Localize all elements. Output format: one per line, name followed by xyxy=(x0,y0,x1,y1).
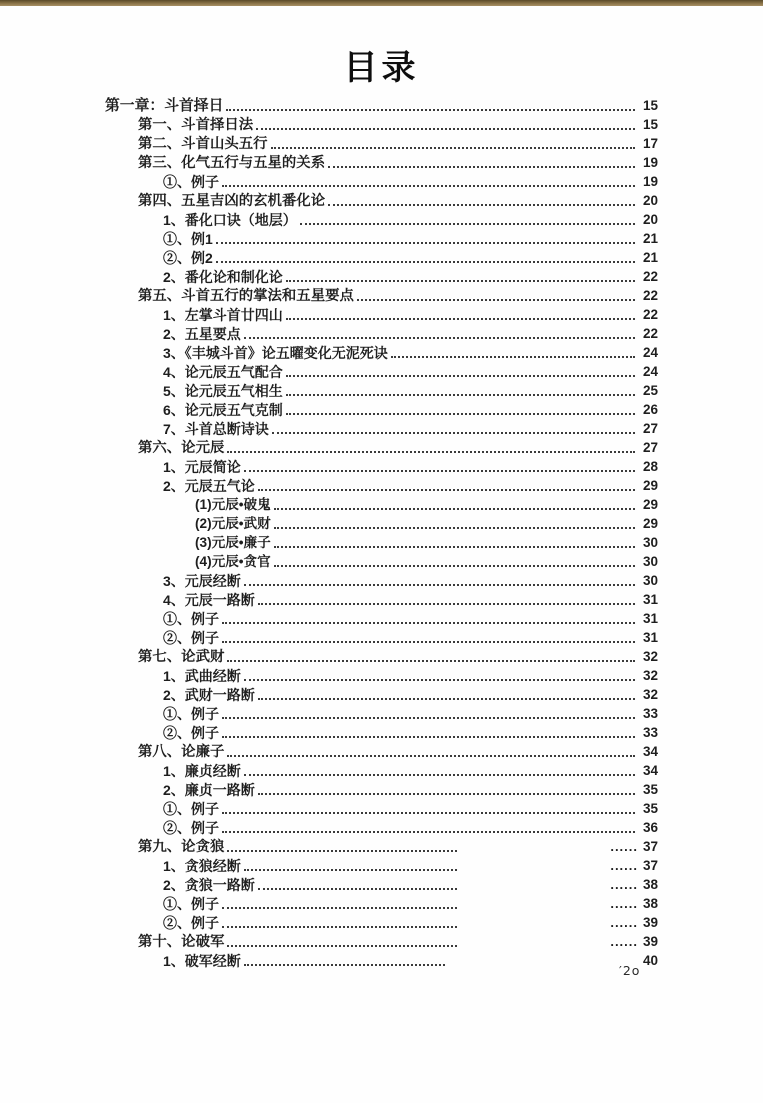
dot-leader xyxy=(227,850,457,852)
toc-entry-page: 34 xyxy=(642,763,658,778)
toc-entry-page: 22 xyxy=(642,269,658,284)
toc-entry-page: 33 xyxy=(642,725,658,740)
toc-entry xyxy=(105,400,658,419)
toc-entry-label: 3、《丰城斗首》论五曜变化无泥死诀 xyxy=(163,345,388,361)
toc-entry-page: 32 xyxy=(642,668,658,683)
dot-leader xyxy=(328,204,635,206)
toc-entry xyxy=(105,495,658,514)
leader-end-dots: ...... xyxy=(610,934,638,949)
toc-entry xyxy=(105,362,658,381)
toc-entry-label: 1、武曲经断 xyxy=(163,668,241,684)
dot-leader xyxy=(227,755,635,757)
dot-leader xyxy=(328,166,635,168)
toc-entry xyxy=(105,438,658,457)
toc-entry-label: 5、论元辰五气相生 xyxy=(163,383,283,399)
toc-entry-label: 1、贪狼经断 xyxy=(163,858,241,874)
dot-leader xyxy=(357,299,635,301)
toc-entry-label: ②、例子 xyxy=(163,630,219,646)
toc-entry-label: 4、论元辰五气配合 xyxy=(163,364,283,380)
dot-leader xyxy=(227,660,635,662)
dot-leader xyxy=(286,394,635,396)
leader-end-dots: ...... xyxy=(610,858,638,873)
toc-entry xyxy=(105,951,658,970)
toc-entry-label: ②、例子 xyxy=(163,915,219,931)
toc-entry-label: 2、元辰五气论 xyxy=(163,478,255,494)
toc-entry-label: 第一章：斗首择日 xyxy=(105,98,224,114)
toc-entry-page: 21 xyxy=(642,250,658,265)
toc-entry-page: 24 xyxy=(642,345,658,360)
dot-leader xyxy=(391,356,635,358)
dot-leader xyxy=(274,508,635,510)
toc-entry-page: 32 xyxy=(642,687,658,702)
toc-entry-label: ①、例子 xyxy=(163,801,219,817)
toc-entry-label: 4、元辰一路断 xyxy=(163,592,255,608)
toc-entry xyxy=(105,609,658,628)
toc-entry-label: 第三、化气五行与五星的关系 xyxy=(138,155,326,171)
toc-entry-page: 24 xyxy=(642,364,658,379)
toc-entry-page: 34 xyxy=(642,744,658,759)
toc-entry-page: 29 xyxy=(642,516,658,531)
toc-entry-label: (2)元辰•武财 xyxy=(195,516,271,531)
scan-artifact: ′2o xyxy=(619,963,641,978)
toc-entry-label: ②、例2 xyxy=(163,250,213,266)
toc-entry xyxy=(105,932,658,951)
toc-entry xyxy=(105,324,658,343)
dot-leader xyxy=(274,565,635,567)
toc-entry-page: 30 xyxy=(642,554,658,569)
toc-entry-label: 第五、斗首五行的掌法和五星要点 xyxy=(138,288,354,304)
dot-leader xyxy=(244,679,635,681)
toc-entry xyxy=(105,571,658,590)
toc-entry xyxy=(105,913,658,932)
toc-entry-label: ②、例子 xyxy=(163,820,219,836)
toc-list xyxy=(105,96,658,970)
toc-entry-label: 第六、论元辰 xyxy=(138,440,225,456)
toc-entry-page: 31 xyxy=(642,592,658,607)
toc-entry xyxy=(105,286,658,305)
dot-leader xyxy=(258,793,635,795)
toc-entry-label: 2、五星要点 xyxy=(163,326,241,342)
toc-entry xyxy=(105,305,658,324)
dot-leader xyxy=(222,717,635,719)
toc-entry-page: 39 xyxy=(642,934,658,949)
dot-leader xyxy=(258,489,635,491)
dot-leader xyxy=(222,185,635,187)
toc-entry-page: 38 xyxy=(642,896,658,911)
toc-entry xyxy=(105,172,658,191)
toc-entry xyxy=(105,666,658,685)
toc-entry xyxy=(105,590,658,609)
toc-entry-page: 19 xyxy=(642,174,658,189)
toc-entry-label: 第一、斗首择日法 xyxy=(138,117,254,133)
toc-entry-label: 第七、论武财 xyxy=(138,649,225,665)
toc-entry xyxy=(105,134,658,153)
toc-entry-label: 第二、斗首山头五行 xyxy=(138,136,268,152)
toc-entry xyxy=(105,210,658,229)
toc-entry xyxy=(105,628,658,647)
toc-entry xyxy=(105,457,658,476)
dot-leader xyxy=(227,945,457,947)
page-title: 目录 xyxy=(343,48,420,88)
toc-entry-page: 28 xyxy=(642,459,658,474)
toc-entry xyxy=(105,343,658,362)
toc-entry xyxy=(105,248,658,267)
toc-entry xyxy=(105,875,658,894)
toc-entry-page: 15 xyxy=(642,98,658,113)
toc-entry-label: ①、例子 xyxy=(163,611,219,627)
toc-entry-label: 第九、论贪狼 xyxy=(138,839,225,855)
toc-entry-label: (4)元辰•贪官 xyxy=(195,554,271,569)
toc-entry-label: ①、例子 xyxy=(163,706,219,722)
toc-entry xyxy=(105,381,658,400)
toc-entry-label: ①、例子 xyxy=(163,896,219,912)
toc-entry xyxy=(105,533,658,552)
dot-leader xyxy=(286,413,635,415)
toc-entry xyxy=(105,837,658,856)
dot-leader xyxy=(244,584,635,586)
dot-leader xyxy=(222,641,635,643)
toc-entry-label: ①、例子 xyxy=(163,174,219,190)
toc-entry xyxy=(105,818,658,837)
dot-leader xyxy=(286,318,635,320)
toc-entry-label: 1、廉贞经断 xyxy=(163,763,241,779)
toc-entry xyxy=(105,115,658,134)
toc-entry-page: 22 xyxy=(642,326,658,341)
dot-leader xyxy=(256,128,635,130)
leader-end-dots: ...... xyxy=(610,839,638,854)
toc-entry-label: 2、番化论和制化论 xyxy=(163,269,283,285)
dot-leader xyxy=(244,869,458,871)
toc-entry-page: 20 xyxy=(642,212,658,227)
toc-entry xyxy=(105,96,658,115)
toc-entry-label: 2、廉贞一路断 xyxy=(163,782,255,798)
toc-entry-page: 33 xyxy=(642,706,658,721)
toc-entry-page: 29 xyxy=(642,497,658,512)
toc-entry-page: 38 xyxy=(642,877,658,892)
toc-entry xyxy=(105,267,658,286)
dot-leader xyxy=(271,147,635,149)
dot-leader xyxy=(222,926,457,928)
toc-entry xyxy=(105,476,658,495)
dot-leader xyxy=(216,242,635,244)
dot-leader xyxy=(227,451,635,453)
toc-entry-label: 1、破军经断 xyxy=(163,953,241,969)
toc-entry-label: ②、例子 xyxy=(163,725,219,741)
toc-entry xyxy=(105,761,658,780)
dot-leader xyxy=(244,964,445,966)
toc-entry-label: 第八、论廉子 xyxy=(138,744,225,760)
toc-entry xyxy=(105,514,658,533)
leader-end-dots: ...... xyxy=(610,915,638,930)
toc-entry-label: 3、元辰经断 xyxy=(163,573,241,589)
toc-entry-page: 32 xyxy=(642,649,658,664)
toc-entry-label: 第四、五星吉凶的玄机番化论 xyxy=(138,193,326,209)
dot-leader xyxy=(222,812,635,814)
toc-entry xyxy=(105,780,658,799)
toc-entry xyxy=(105,552,658,571)
toc-entry-page: 35 xyxy=(642,782,658,797)
toc-entry xyxy=(105,153,658,172)
toc-entry xyxy=(105,229,658,248)
toc-entry-page: 27 xyxy=(642,421,658,436)
dot-leader xyxy=(244,470,635,472)
toc-entry-page: 37 xyxy=(642,858,658,873)
toc-entry xyxy=(105,647,658,666)
toc-entry xyxy=(105,419,658,438)
toc-entry-label: (1)元辰•破鬼 xyxy=(195,497,271,512)
toc-entry-page: 39 xyxy=(642,915,658,930)
toc-entry-label: 7、斗首总断诗诀 xyxy=(163,421,269,437)
toc-entry xyxy=(105,191,658,210)
dot-leader xyxy=(216,261,635,263)
toc-entry xyxy=(105,742,658,761)
dot-leader xyxy=(244,337,635,339)
dot-leader xyxy=(258,603,635,605)
toc-entry-label: (3)元辰•廉子 xyxy=(195,535,271,550)
toc-entry-page: 26 xyxy=(642,402,658,417)
dot-leader xyxy=(226,109,635,111)
toc-entry-page: 30 xyxy=(642,573,658,588)
toc-entry-label: ①、例1 xyxy=(163,231,213,247)
dot-leader xyxy=(286,375,635,377)
toc-entry-page: 40 xyxy=(642,953,658,968)
leader-end-dots: ...... xyxy=(610,896,638,911)
toc-entry xyxy=(105,723,658,742)
dot-leader xyxy=(244,774,635,776)
dot-leader xyxy=(222,831,635,833)
dot-leader xyxy=(258,888,458,890)
dot-leader xyxy=(222,907,457,909)
toc-entry-page: 36 xyxy=(642,820,658,835)
dot-leader xyxy=(222,622,635,624)
toc-entry-page: 20 xyxy=(642,193,658,208)
toc-entry xyxy=(105,856,658,875)
toc-entry xyxy=(105,685,658,704)
toc-entry-page: 35 xyxy=(642,801,658,816)
toc-entry-label: 1、番化口诀（地层） xyxy=(163,212,297,228)
toc-entry-label: 2、武财一路断 xyxy=(163,687,255,703)
toc-entry xyxy=(105,894,658,913)
toc-entry-page: 27 xyxy=(642,440,658,455)
toc-entry-label: 1、左掌斗首廿四山 xyxy=(163,307,283,323)
toc-entry xyxy=(105,704,658,723)
dot-leader xyxy=(222,736,635,738)
toc-entry-label: 第十、论破军 xyxy=(138,934,225,950)
toc-entry-page: 31 xyxy=(642,630,658,645)
toc-entry-page: 25 xyxy=(642,383,658,398)
toc-entry-page: 30 xyxy=(642,535,658,550)
toc-entry-page: 22 xyxy=(642,288,658,303)
dot-leader xyxy=(272,432,635,434)
toc-entry-page: 31 xyxy=(642,611,658,626)
toc-entry-page: 21 xyxy=(642,231,658,246)
dot-leader xyxy=(286,280,635,282)
toc-entry-page: 19 xyxy=(642,155,658,170)
toc-entry-label: 6、论元辰五气克制 xyxy=(163,402,283,418)
toc-entry-label: 2、贪狼一路断 xyxy=(163,877,255,893)
dot-leader xyxy=(274,546,635,548)
toc-entry-label: 1、元辰简论 xyxy=(163,459,241,475)
toc-entry-page: 29 xyxy=(642,478,658,493)
dot-leader xyxy=(258,698,635,700)
toc-entry-page: 37 xyxy=(642,839,658,854)
leader-end-dots: ...... xyxy=(610,877,638,892)
toc-entry-page: 17 xyxy=(642,136,658,151)
dot-leader xyxy=(300,223,635,225)
dot-leader xyxy=(274,527,635,529)
toc-entry-page: 15 xyxy=(642,117,658,132)
toc-entry xyxy=(105,799,658,818)
toc-entry-page: 22 xyxy=(642,307,658,322)
top-border-bar xyxy=(0,0,763,6)
